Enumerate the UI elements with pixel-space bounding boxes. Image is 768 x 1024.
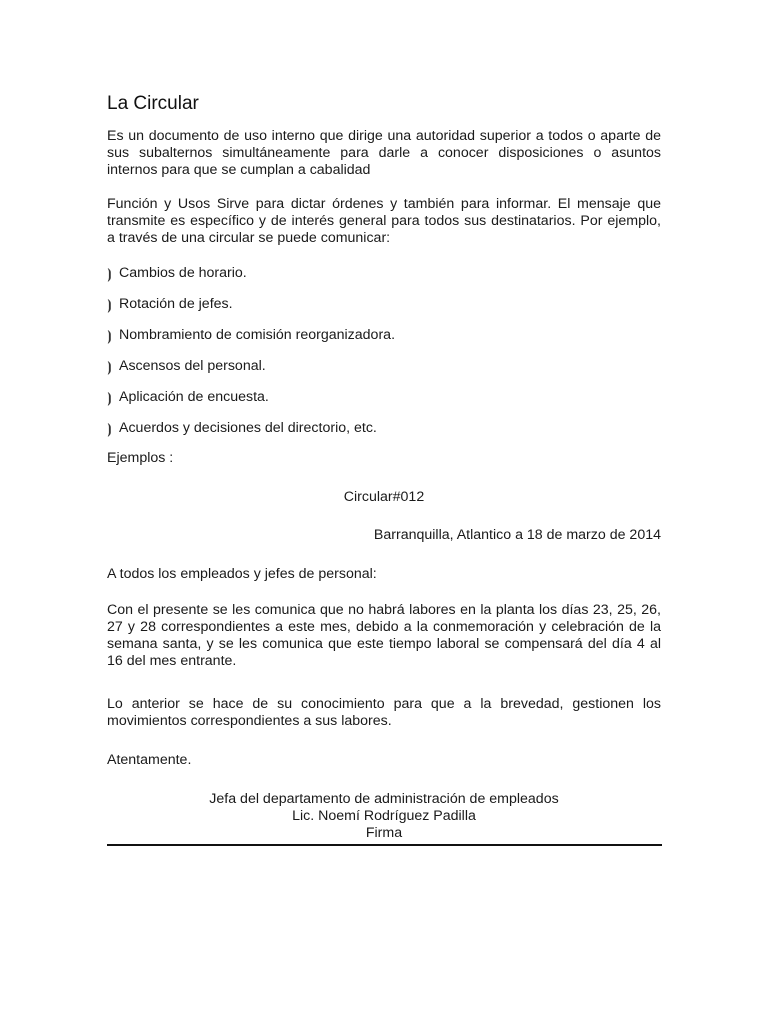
bullet-icon: ⦘ xyxy=(107,389,112,405)
uses-list xyxy=(107,264,661,450)
signature-position: Jefa del departamento de administración de empleados xyxy=(209,791,559,807)
bullet-icon: ⦘ xyxy=(107,420,112,436)
letter-body-paragraph-2: Lo anterior se hace de su conocimiento para que a la brevedad, gestionen los movimientos correspondientes a sus labores. xyxy=(107,696,661,729)
function-paragraph: Función y Usos Sirve para dictar órdenes y también para informar. El mensaje que transmite es específico y de interés general para todos sus destinatarios. Por ejemplo, a través de una circular se puede comunicar: xyxy=(107,196,661,246)
signature-block xyxy=(107,791,661,842)
list-item-label: Ascensos del personal. xyxy=(119,358,266,374)
list-item-label: Aplicación de encuesta. xyxy=(119,389,269,405)
list-item xyxy=(107,388,661,419)
letter-body-paragraph: Con el presente se les comunica que no habrá labores en la planta los días 23, 25, 26, 27 y 28 correspondientes a este mes, debido a la conmemoración y celebración de la semana santa, y se les comunica que este tiempo laboral se compensará del día 4 al 16 del mes entrante. xyxy=(107,602,661,669)
list-item xyxy=(107,264,661,295)
signature-label: Firma xyxy=(365,825,403,841)
page-title: La Circular xyxy=(107,93,199,114)
signature-name: Lic. Noemí Rodríguez Padilla xyxy=(292,808,476,824)
bullet-icon: ⦘ xyxy=(107,265,112,281)
list-item xyxy=(107,295,661,326)
list-item xyxy=(107,419,661,450)
list-item-label: Acuerdos y decisiones del directorio, etc. xyxy=(119,420,377,436)
list-item-label: Rotación de jefes. xyxy=(119,296,233,312)
list-item-label: Nombramiento de comisión reorganizadora. xyxy=(119,327,396,343)
letter-salutation: A todos los empleados y jefes de personal: xyxy=(107,566,377,582)
bullet-icon: ⦘ xyxy=(107,358,112,374)
list-item xyxy=(107,357,661,388)
letter-date-line: Barranquilla, Atlantico a 18 de marzo de 2014 xyxy=(373,527,661,543)
bullet-icon: ⦘ xyxy=(107,296,112,312)
circular-number: Circular#012 xyxy=(343,489,425,505)
bullet-icon: ⦘ xyxy=(107,327,112,343)
signature-rule xyxy=(107,844,662,846)
list-item xyxy=(107,326,661,357)
letter-closing: Atentamente. xyxy=(107,752,192,768)
definition-paragraph: Es un documento de uso interno que dirige una autoridad superior a todos o aparte de sus subalternos simultáneamente para darle a conocer disposiciones o asuntos internos para que se cumplan a cabalidad xyxy=(107,128,661,178)
examples-label: Ejemplos : xyxy=(107,450,174,466)
list-item-label: Cambios de horario. xyxy=(119,265,247,281)
